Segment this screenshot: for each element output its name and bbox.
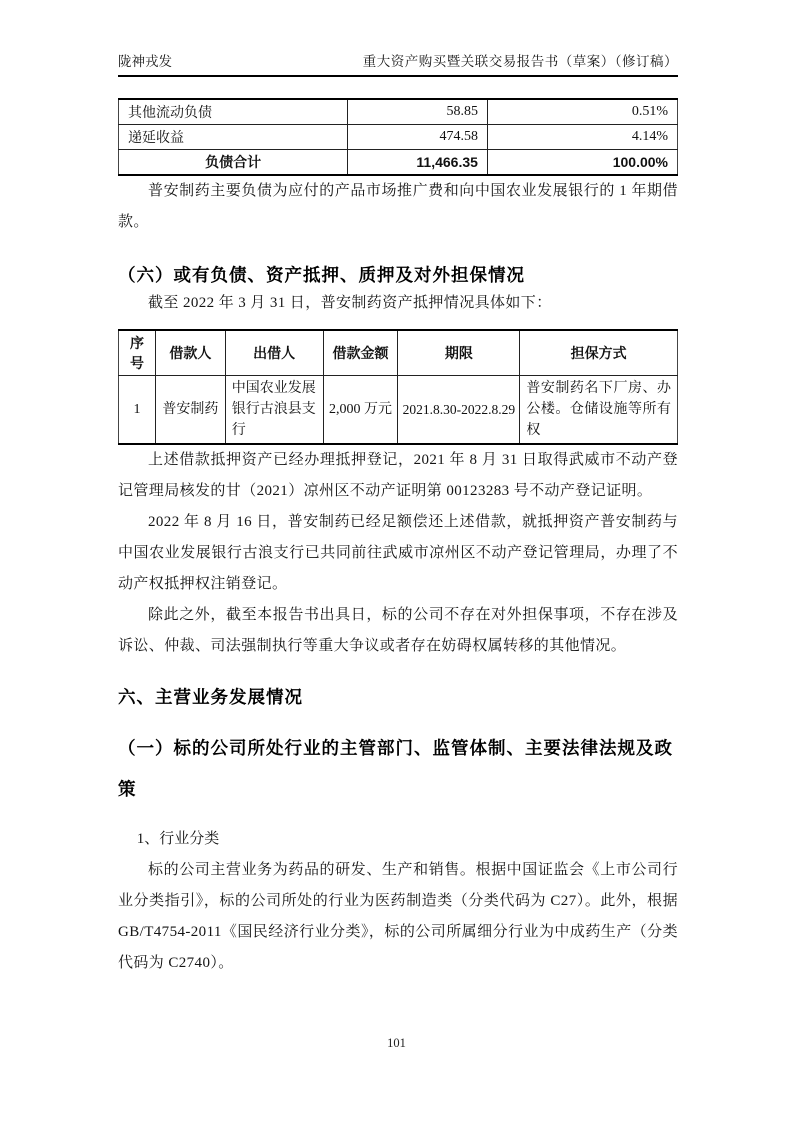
- liability-item: 其他流动负债: [119, 99, 348, 125]
- col-header-lender: 出借人: [225, 330, 323, 376]
- liability-pct: 0.51%: [487, 99, 677, 125]
- table-header-row: [119, 330, 678, 376]
- paragraph-other-guarantee: 除此之外，截至本报告书出具日，标的公司不存在对外担保事项，不存在涉及诉讼、仲裁、司法强制执行等重大争议或者存在妨碍权属转移的其他情况。: [118, 607, 678, 654]
- liability-structure-table: [118, 98, 678, 176]
- cell-lender: 中国农业发展银行古浪县支行: [225, 376, 323, 445]
- header-document-title: 重大资产购买暨关联交易报告书（草案）（修订稿）: [362, 54, 678, 69]
- pledge-detail-table: [118, 329, 678, 445]
- col-header-no: 序号: [119, 330, 156, 376]
- cell-no: 1: [119, 376, 156, 445]
- col-header-amount: 借款金额: [323, 330, 398, 376]
- paragraph-industry-classification: 标的公司主营业务为药品的研发、生产和销售。根据中国证监会《上市公司行业分类指引》，标的公司所处的行业为医药制造类（分类代码为 C27）。此外，根据 GB/T4754-2011《国民经济行业分类》，标的公司所属细分行业为中成药生产（分类代码为 C2740）。: [118, 862, 678, 971]
- liability-amount: 474.58: [348, 125, 488, 150]
- page-header: [118, 50, 678, 77]
- paragraph-repayment: 2022 年 8 月 16 日，普安制药已经足额偿还上述借款，就抵押资产普安制药与中国农业发展银行古浪支行已共同前往武威市凉州区不动产登记管理局，办理了不动产权抵押权注销登记。: [118, 514, 678, 592]
- liability-total-pct: 100.00%: [487, 150, 677, 176]
- col-header-borrower: 借款人: [155, 330, 225, 376]
- cell-guarantee: 普安制药名下厂房、办公楼。仓储设施等所有权: [520, 376, 678, 445]
- cell-term: 2021.8.30-2022.8.29: [398, 376, 520, 445]
- header-company-name: 陇神戎发: [118, 54, 172, 69]
- liability-pct: 4.14%: [487, 125, 677, 150]
- liability-total-label: 负债合计: [119, 150, 348, 176]
- heading-section-6: （六）或有负债、资产抵押、质押及对外担保情况: [118, 265, 525, 285]
- liability-amount: 58.85: [348, 99, 488, 125]
- paragraph-main-liability: 普安制药主要负债为应付的产品市场推广费和向中国农业发展银行的 1 年期借款。: [118, 183, 678, 230]
- table-row: [119, 376, 678, 445]
- paragraph-registration: 上述借款抵押资产已经办理抵押登记，2021 年 8 月 31 日取得武威市不动产登记管理局核发的甘（2021）凉州区不动产证明第 00123283 号不动产登记证明。: [118, 452, 678, 499]
- table-row: [119, 99, 678, 125]
- table-total-row: [119, 150, 678, 176]
- cell-amount: 2,000 万元: [323, 376, 398, 445]
- col-header-guarantee: 担保方式: [520, 330, 678, 376]
- heading-item-1: 1、行业分类: [136, 831, 220, 847]
- table-row: [119, 125, 678, 150]
- col-header-term: 期限: [398, 330, 520, 376]
- cell-borrower: 普安制药: [155, 376, 225, 445]
- heading-subsection-1: （一）标的公司所处行业的主管部门、监管体制、主要法律法规及政策: [118, 738, 673, 799]
- heading-chapter-6: 六、主营业务发展情况: [118, 687, 303, 707]
- paragraph-as-of: 截至 2022 年 3 月 31 日，普安制药资产抵押情况具体如下：: [148, 295, 552, 311]
- liability-item: 递延收益: [119, 125, 348, 150]
- page-number: 101: [387, 1036, 406, 1050]
- liability-total-amount: 11,466.35: [348, 150, 488, 176]
